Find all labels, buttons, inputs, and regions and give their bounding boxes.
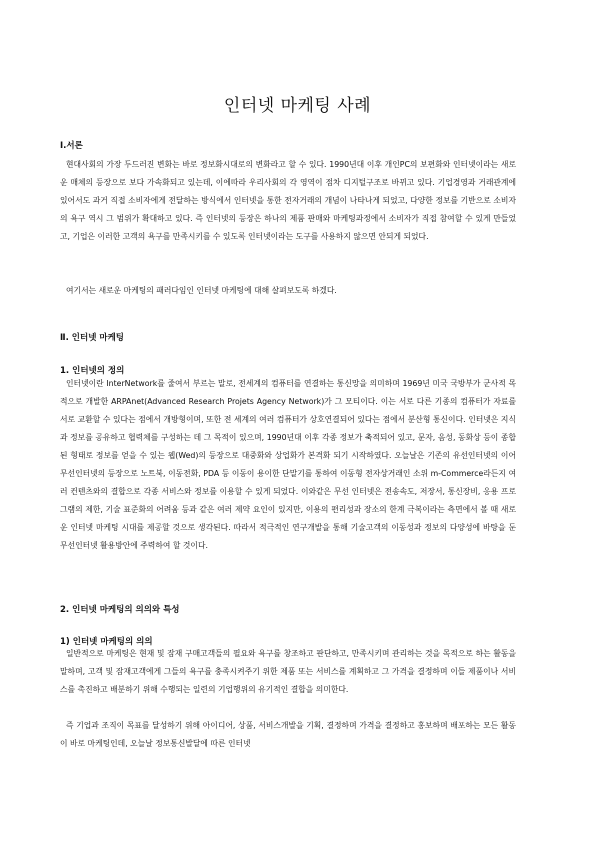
document-title: 인터넷 마케팅 사례 bbox=[223, 96, 372, 116]
subsection-heading-significance-characteristics: 2. 인터넷 마케팅의 의의와 특성 bbox=[60, 605, 180, 615]
section-heading-introduction: Ⅰ.서론 bbox=[60, 141, 83, 151]
marketing-meaning-paragraph: 일반적으로 마케팅은 현재 및 잠재 구매고객들의 필요와 욕구를 창조하고 판단하고, 만족시키며 관리하는 것을 목적으로 하는 활동을 말하며, 고객 및 잠재고객에게 그들의 욕구를 충족시켜주기 위한 제품 또는 서비스를 계획하고 그 가격을 결정하며 이들 제품이나 서비스를 촉진하고 배분하기 위해 수행되는 일련의 기업행위의 유기적인 결합을 의미한다. bbox=[60, 649, 516, 694]
section-heading-internet-marketing: Ⅱ. 인터넷 마케팅 bbox=[60, 333, 125, 343]
internet-definition-paragraph: 인터넷이란 InterNetwork를 줄여서 부르는 말로, 전세계의 컴퓨터를 연결하는 통신망을 의미하며 1969년 미국 국방부가 군사적 목적으로 개발한 ARPAnet(Advanced Research Projets Agency Network)가 그 모티이다. 이는 서로 다른 기종의 컴퓨터가 자료를 서로 교환할 수 있다는 점에서 개방형이며, 또한 전 세계의 여러 컴퓨터가 상호연결되어 있다는 점에서 분산형 통신이다. 인터넷은 지식과 정보를 공유하고 협력체를 구성하는 데 그 목적이 있으며, 1990년대 이후 각종 정보가 축적되어 있고, 문자, 음성, 동화상 등이 종합된 형태로 정보를 얻을 수 있는 웹(Wed)의 등장으로 대중화와 상업화가 본격화 되기 시작하였다. 오늘날은 기존의 유선인터넷의 이어 무선인터넷의 등장으로 노트북, 이동전화, PDA 등 이동이 용이한 단말기를 통하여 이동형 전자상거래인 소위 m-Commerce라든지 여러 컨텐츠와의 결합으로 각종 서비스와 정보를 이용할 수 있게 되었다. 이와같은 무선 인터넷은 전송속도, 저장서, 통신장비, 응용 프로그램의 제한, 기술 표준화의 어려움 등과 같은 여러 제약 요인이 있지만, 이용의 편리성과 장소의 한계 극복이라는 측면에서 볼 때 새로운 인터넷 마케팅 시대를 제공할 것으로 생각된다. 따라서 적극적인 연구개발을 통해 기술고객의 이동성과 정보의 다양성에 바탕을 둔 무선인터넷 활용방안에 주력하여 할 것이다. bbox=[60, 379, 516, 550]
subsubsection-heading-significance: 1) 인터넷 마케팅의 의의 bbox=[60, 637, 153, 647]
intro-closing-paragraph: 여기서는 새로운 마케팅의 패러다임인 인터넷 마케팅에 대해 살펴보도록 하겠다. bbox=[66, 286, 337, 295]
marketing-activity-paragraph: 즉 기업과 조직이 목표를 달성하기 위해 아이디어, 상품, 서비스개발을 기획, 결정하며 가격을 결정하고 홍보하며 배포하는 모든 활동이 바로 마케팅인데, 오늘날 정보통신발달에 따른 인터넷 bbox=[60, 721, 516, 748]
subsection-heading-internet-definition: 1. 인터넷의 정의 bbox=[60, 366, 125, 376]
intro-paragraph: 현대사회의 가장 두드러진 변화는 바로 정보화시대로의 변화라고 할 수 있다. 1990년대 이후 개인PC의 보편화와 인터넷이라는 새로운 매체의 등장으로 보다 가속화되고 있는데, 이에따라 우리사회의 각 영역이 점차 디지털구조로 바뀌고 있다. 기업경영과 거래관계에 있어서도 과거 직접 소비자에게 전달하는 방식에서 인터넷을 통한 전자거래의 개념이 나타나게 되었고, 다양한 정보를 기반으로 소비자의 욕구 역시 그 범위가 확대하고 있다. 즉 인터넷의 등장은 하나의 제품 판매와 마케팅과정에서 소비자가 직접 참여할 수 있게 만들었고, 기업은 이러한 고객의 욕구를 만족시키를 수 있도록 인터넷이라는 도구를 사용하지 않으면 안되게 되었다. bbox=[60, 160, 516, 241]
